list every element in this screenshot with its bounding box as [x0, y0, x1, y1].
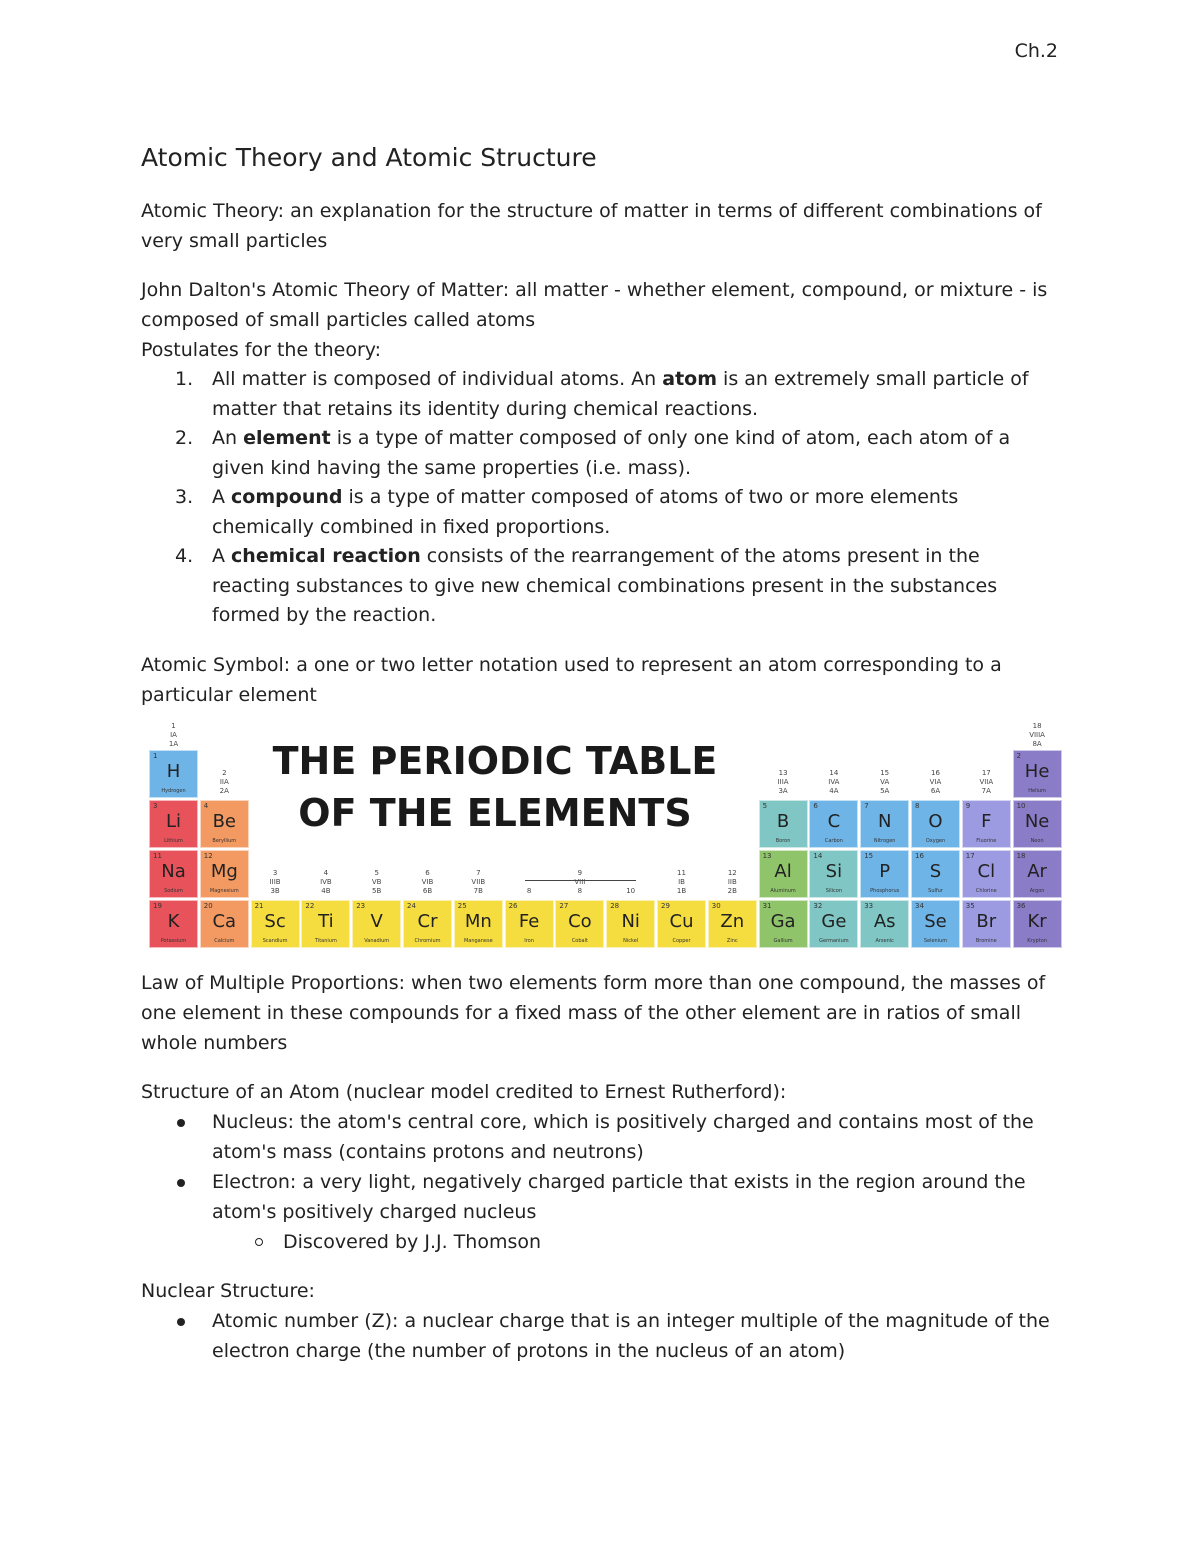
postulate-text: All matter is composed of individual atoms. An: [212, 368, 663, 390]
postulate-term: compound: [231, 486, 343, 508]
atomic-number: 14: [813, 851, 823, 860]
atomic-number: 13: [762, 851, 772, 860]
element-symbol: Mn: [464, 910, 492, 932]
element-name: Helium: [1028, 787, 1046, 794]
element-sc: [251, 900, 300, 948]
group-label: 1 IA 1A: [168, 721, 179, 748]
atomic-number: 18: [1016, 851, 1026, 860]
element-name: Chromium: [414, 937, 441, 944]
element-symbol: C: [827, 810, 841, 832]
atomic-number: 25: [457, 901, 467, 910]
group-label: 9 VIII 8: [574, 868, 586, 895]
postulate-text: A: [212, 486, 232, 508]
postulate-item: [141, 424, 1061, 483]
structure-list: [141, 1107, 1061, 1257]
bullet-icon: [177, 1318, 185, 1326]
element-name: Fluorine: [976, 837, 997, 844]
element-name: Krypton: [1027, 937, 1047, 944]
element-o: [911, 800, 960, 848]
element-name: Iron: [524, 937, 534, 944]
element-symbol: Ar: [1027, 860, 1047, 882]
group-label: 18 VIIIA 8A: [1029, 721, 1045, 748]
atomic-number: 34: [915, 901, 924, 910]
element-kr: [1013, 900, 1062, 948]
element-symbol: Fe: [518, 910, 540, 932]
periodic-table-image: [145, 722, 1060, 956]
element-name: Selenium: [923, 937, 948, 944]
element-symbol: Ga: [770, 910, 796, 932]
element-name: Lithium: [164, 837, 183, 844]
element-mg: [200, 850, 249, 898]
postulate-term: atom: [662, 368, 718, 390]
group-label: 14 IVA 4A: [828, 768, 840, 795]
element-symbol: As: [873, 910, 896, 932]
atomic-number: 23: [356, 901, 366, 910]
atomic-symbol-definition: Atomic Symbol: a one or two letter notation used to represent an atom corresponding to a particular element: [141, 653, 1002, 706]
element-symbol: He: [1024, 760, 1050, 782]
element-symbol: Ti: [318, 910, 334, 932]
element-name: Potassium: [160, 937, 187, 944]
element-f: [962, 800, 1011, 848]
element-si: [809, 850, 858, 898]
atomic-theory-definition: Atomic Theory: an explanation for the structure of matter in terms of different combinations of very small particles: [141, 200, 1042, 252]
element-name: Vanadium: [364, 937, 390, 944]
atomic-number: 36: [1016, 901, 1026, 910]
hollow-bullet-icon: [255, 1238, 263, 1246]
element-symbol: Ne: [1024, 810, 1050, 832]
element-name: Nickel: [623, 937, 639, 944]
element-symbol: Si: [825, 860, 843, 882]
sub-list: [212, 1227, 1061, 1257]
law-of-multiple-proportions: Law of Multiple Proportions: when two elements form more than one compound, the masses of one element in these compounds for a fixed mass of the other element are in ratios of small whole numbers: [141, 971, 1046, 1054]
dalton-theory: John Dalton's Atomic Theory of Matter: all matter - whether element, compound, or mixture - is composed of small particles called atoms: [141, 279, 1048, 331]
element-name: Argon: [1029, 887, 1045, 894]
atomic-number: 2: [1016, 751, 1022, 760]
element-be: [200, 800, 249, 848]
element-symbol: K: [167, 910, 180, 932]
list-number: 2.: [175, 427, 194, 449]
atomic-number: 6: [813, 801, 818, 810]
element-ge: [809, 900, 858, 948]
atomic-number: 11: [153, 851, 162, 860]
element-p: [860, 850, 909, 898]
element-name: Copper: [672, 937, 691, 944]
group-label: 13 IIIA 3A: [777, 768, 789, 795]
element-ca: [200, 900, 249, 948]
element-co: [555, 900, 604, 948]
element-symbol: B: [776, 810, 790, 832]
postulate-item: [141, 365, 1061, 424]
element-v: [352, 900, 401, 948]
nuclear-list: [141, 1306, 1061, 1366]
atomic-number: 1: [153, 751, 158, 760]
element-name: Magnesium: [209, 887, 239, 894]
element-name: Manganese: [463, 937, 493, 944]
element-symbol: V: [370, 910, 383, 932]
element-symbol: Se: [924, 910, 947, 932]
document-body: [141, 140, 1061, 1366]
element-symbol: P: [879, 860, 891, 882]
element-s: [911, 850, 960, 898]
element-name: Scandium: [262, 937, 288, 944]
postulate-text: A: [212, 545, 232, 567]
element-name: Phosphorus: [870, 887, 900, 894]
element-cr: [403, 900, 452, 948]
group-label: 3 IIIB 3B: [269, 868, 281, 895]
element-zn: [708, 900, 757, 948]
element-as: [860, 900, 909, 948]
atomic-number: 35: [965, 901, 975, 910]
atomic-number: 30: [711, 901, 721, 910]
element-k: [149, 900, 198, 948]
element-symbol: N: [877, 810, 892, 832]
element-symbol: Co: [568, 910, 592, 932]
element-symbol: Be: [212, 810, 237, 832]
element-name: Bromine: [975, 937, 997, 944]
list-item: [141, 1167, 1061, 1257]
element-name: Titanium: [314, 937, 337, 944]
postulates-list: [141, 365, 1061, 631]
periodic-table-title-line2: OF THE ELEMENTS: [298, 790, 692, 835]
element-mn: [454, 900, 503, 948]
group-label: 17 VIIA 7A: [979, 768, 994, 795]
element-c: [809, 800, 858, 848]
group-label: 7 VIIB 7B: [471, 868, 486, 895]
atomic-number: 26: [508, 901, 518, 910]
atomic-number: 22: [305, 901, 315, 910]
structure-heading: Structure of an Atom (nuclear model credited to Ernest Rutherford):: [141, 1080, 787, 1103]
element-symbol: F: [981, 810, 992, 832]
atomic-number: 16: [915, 851, 924, 860]
atomic-number: 19: [153, 901, 162, 910]
atomic-number: 5: [762, 801, 768, 810]
element-symbol: O: [928, 810, 943, 832]
element-ne: [1013, 800, 1062, 848]
list-number: 4.: [175, 545, 194, 567]
element-name: Cobalt: [571, 937, 588, 944]
element-symbol: Zn: [720, 910, 745, 932]
group-label: 15 VA 5A: [880, 768, 890, 795]
element-li: [149, 800, 198, 848]
postulate-item: [141, 542, 1061, 631]
postulate-text: is an extremely small particle of matter that retains its identity during chemical reactions.: [212, 368, 1029, 420]
element-name: Carbon: [824, 837, 843, 844]
nuclear-structure-heading: Nuclear Structure:: [141, 1279, 315, 1302]
list-item-text: Atomic number (Z): a nuclear charge that is an integer multiple of the magnitude of the electron charge (the number of protons in the nucleus of an atom): [212, 1309, 1050, 1362]
element-name: Arsenic: [875, 937, 894, 944]
atomic-number: 33: [864, 901, 874, 910]
element-b: [759, 800, 808, 848]
postulate-item: [141, 483, 1061, 542]
element-cu: [657, 900, 706, 948]
list-item: [141, 1107, 1061, 1167]
group-label: 4 IVB 4B: [320, 868, 332, 895]
list-item-text: Nucleus: the atom's central core, which is positively charged and contains most of the atom's mass (contains protons and neutrons): [212, 1110, 1034, 1163]
sub-list-item-text: Discovered by J.J. Thomson: [283, 1230, 542, 1253]
group-viii-bracket: [525, 880, 637, 881]
group-label: 8: [526, 886, 532, 895]
page-title: Atomic Theory and Atomic Structure: [141, 143, 597, 172]
element-h: [149, 750, 198, 798]
list-number: 3.: [175, 486, 194, 508]
atomic-number: 32: [813, 901, 823, 910]
bullet-icon: [177, 1179, 185, 1187]
element-symbol: S: [929, 860, 942, 882]
element-he: [1013, 750, 1062, 798]
postulate-text: An: [212, 427, 244, 449]
atomic-number: 28: [610, 901, 620, 910]
element-name: Silicon: [825, 887, 843, 894]
group-label: 5 VB 5B: [371, 868, 382, 895]
element-symbol: Br: [976, 910, 997, 932]
atomic-number: 9: [965, 801, 971, 810]
element-fe: [505, 900, 554, 948]
element-symbol: Ca: [212, 910, 237, 932]
sub-list-item: [212, 1227, 1061, 1257]
postulate-text: consists of the rearrangement of the atoms present in the reacting substances to give new chemical combinations present in the substances formed by the reaction.: [212, 545, 998, 626]
postulate-text: is a type of matter composed of only one kind of atom, each atom of a given kind having the same properties (i.e. mass).: [212, 427, 1011, 479]
periodic-table-title-line1: THE PERIODIC TABLE: [272, 738, 718, 783]
element-name: Beryllium: [212, 837, 237, 844]
list-item: [141, 1306, 1061, 1366]
element-symbol: Ni: [621, 910, 640, 932]
atomic-number: 3: [153, 801, 158, 810]
element-br: [962, 900, 1011, 948]
element-name: Neon: [1030, 837, 1044, 844]
element-name: Sodium: [164, 887, 183, 894]
element-symbol: Sc: [264, 910, 286, 932]
element-name: Sulfur: [928, 887, 943, 894]
postulate-text: is a type of matter composed of atoms of two or more elements chemically combined in fixed proportions.: [212, 486, 959, 538]
atomic-number: 27: [559, 901, 569, 910]
atomic-number: 15: [864, 851, 874, 860]
atomic-number: 31: [762, 901, 772, 910]
atomic-number: 20: [203, 901, 213, 910]
element-symbol: Ge: [821, 910, 847, 932]
element-name: Nitrogen: [873, 837, 896, 844]
element-name: Oxygen: [925, 837, 946, 844]
atomic-number: 17: [965, 851, 975, 860]
element-symbol: Na: [161, 860, 186, 882]
element-symbol: Cr: [417, 910, 438, 932]
group-label: 16 VIA 6A: [929, 768, 942, 795]
postulate-term: chemical reaction: [231, 545, 421, 567]
bullet-icon: [177, 1119, 185, 1127]
element-n: [860, 800, 909, 848]
element-symbol: Li: [165, 810, 182, 832]
group-label: 10: [626, 886, 636, 895]
element-symbol: Cl: [977, 860, 996, 882]
element-se: [911, 900, 960, 948]
element-name: Boron: [775, 837, 791, 844]
element-ga: [759, 900, 808, 948]
element-ar: [1013, 850, 1062, 898]
atomic-number: 4: [203, 801, 209, 810]
element-name: Zinc: [726, 937, 738, 944]
group-label: 11 IB 1B: [676, 868, 687, 895]
atomic-number: 21: [254, 901, 264, 910]
chapter-header: Ch.2: [1014, 40, 1058, 62]
postulate-term: element: [243, 427, 331, 449]
atomic-number: 29: [661, 901, 670, 910]
postulates-label: Postulates for the theory:: [141, 339, 382, 361]
group-label: 2 IIA 2A: [219, 768, 229, 795]
atomic-number: 10: [1016, 801, 1026, 810]
element-symbol: H: [166, 760, 181, 782]
element-symbol: Kr: [1027, 910, 1047, 932]
atomic-number: 12: [203, 851, 213, 860]
element-name: Aluminum: [770, 887, 796, 894]
element-al: [759, 850, 808, 898]
atomic-number: 8: [915, 801, 920, 810]
element-cl: [962, 850, 1011, 898]
element-symbol: Al: [774, 860, 792, 882]
element-ni: [606, 900, 655, 948]
group-label: 6 VIB 6B: [421, 868, 434, 895]
element-na: [149, 850, 198, 898]
element-name: Gallium: [773, 937, 793, 944]
element-name: Germanium: [819, 937, 849, 944]
element-symbol: Mg: [210, 860, 238, 882]
list-number: 1.: [175, 368, 194, 390]
element-symbol: Cu: [669, 910, 694, 932]
element-ti: [301, 900, 350, 948]
atomic-number: 7: [864, 801, 869, 810]
element-name: Calcium: [214, 937, 235, 944]
atomic-number: 24: [407, 901, 416, 910]
element-name: Chlorine: [975, 887, 997, 894]
group-label: 12 IIB 2B: [727, 868, 737, 895]
element-name: Hydrogen: [161, 787, 186, 794]
list-item-text: Electron: a very light, negatively charged particle that exists in the region around the atom's positively charged nucleus: [212, 1170, 1026, 1223]
